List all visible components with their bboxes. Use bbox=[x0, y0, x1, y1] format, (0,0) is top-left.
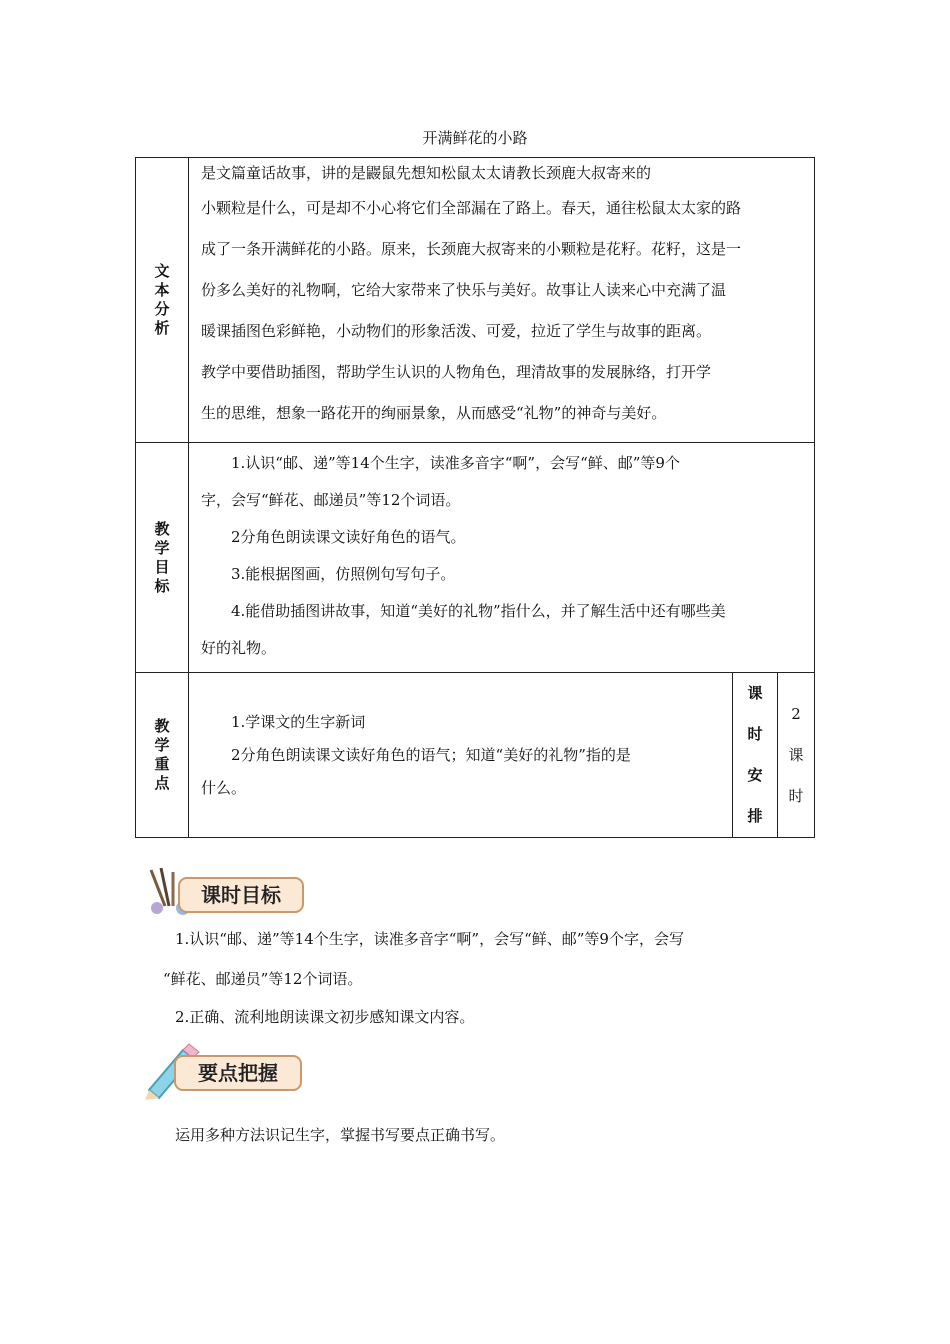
goal-text-line: 1.认识“邮、递”等14个生字，读准多音字“啊”，会写“鲜、邮”等9个字，会写 bbox=[175, 930, 684, 948]
analysis-label bbox=[136, 158, 189, 443]
label-char: 文 bbox=[154, 262, 170, 280]
key-line: 2分角色朗读课文读好角色的语气；知道“美好的礼物”指的是 bbox=[231, 745, 631, 764]
key-points-banner bbox=[143, 1040, 308, 1100]
label-char: 教 bbox=[154, 519, 170, 538]
schedule-char: 时 bbox=[788, 786, 804, 805]
label-char: 重 bbox=[154, 755, 170, 773]
goal-line: 字，会写“鲜花、邮递员”等12个词语。 bbox=[201, 491, 461, 509]
banner-text: 课时目标 bbox=[201, 883, 281, 907]
schedule-char: 课 bbox=[788, 745, 804, 764]
goal-line: 3.能根据图画，仿照例句写句子。 bbox=[231, 565, 456, 583]
label-char: 教 bbox=[154, 717, 170, 735]
goal-line: 2分角色朗读课文读好角色的语气。 bbox=[231, 528, 466, 546]
schedule-label bbox=[733, 673, 778, 838]
schedule-value bbox=[778, 673, 815, 838]
label-char: 学 bbox=[154, 736, 170, 754]
label-char: 时 bbox=[747, 725, 763, 743]
key-points-content bbox=[189, 673, 733, 838]
goal-text-line: 2.正确、流利地朗读课文初步感知课文内容。 bbox=[175, 1008, 475, 1026]
label-char: 课 bbox=[747, 684, 763, 702]
banner-text: 要点把握 bbox=[198, 1061, 278, 1085]
label-char: 分 bbox=[154, 300, 170, 318]
key-point-text-line: 运用多种方法识记生字，掌握书写要点正确书写。 bbox=[175, 1126, 506, 1144]
goal-line: 4.能借助插图讲故事，知道“美好的礼物”指什么，并了解生活中还有哪些美 bbox=[231, 602, 726, 620]
label-char: 本 bbox=[154, 281, 170, 299]
label-char: 目 bbox=[154, 557, 170, 576]
analysis-line: 是文篇童话故事，讲的是鼹鼠先想知松鼠太太请教长颈鹿大叔寄来的 bbox=[201, 164, 652, 182]
goal-text-line: “鲜花、邮递员”等12个词语。 bbox=[163, 970, 363, 988]
analysis-line: 份多么美好的礼物啊，它给大家带来了快乐与美好。故事让人读来心中充满了温 bbox=[201, 281, 727, 299]
label-char: 析 bbox=[154, 319, 170, 337]
key-line: 什么。 bbox=[201, 778, 247, 797]
label-char: 安 bbox=[747, 766, 763, 784]
schedule-char: 2 bbox=[791, 704, 801, 723]
goals-content bbox=[189, 443, 815, 673]
key-points-label bbox=[136, 673, 189, 838]
label-char: 标 bbox=[154, 576, 170, 595]
label-char: 学 bbox=[154, 538, 170, 557]
analysis-line: 暖课插图色彩鲜艳，小动物们的形象活泼、可爱，拉近了学生与故事的距离。 bbox=[201, 322, 712, 340]
analysis-content bbox=[189, 158, 815, 443]
document-title: 开满鲜花的小路 bbox=[422, 129, 528, 147]
analysis-line: 小颗粒是什么，可是却不小心将它们全部漏在了路上。春天，通往松鼠太太家的路 bbox=[201, 199, 742, 217]
lesson-plan-table bbox=[135, 157, 815, 838]
label-char: 点 bbox=[154, 774, 170, 792]
goal-line: 好的礼物。 bbox=[201, 639, 277, 657]
analysis-line: 成了一条开满鲜花的小路。原来，长颈鹿大叔寄来的小颗粒是花籽。花籽，这是一 bbox=[201, 240, 742, 258]
analysis-line: 教学中要借助插图，帮助学生认识的人物角色，理清故事的发展脉络，打开学 bbox=[201, 363, 712, 381]
key-line: 1.学课文的生字新词 bbox=[231, 712, 366, 731]
goal-line: 1.认识“邮、递”等14个生字，读准多音字“啊”，会写“鲜、邮”等9个 bbox=[231, 454, 680, 472]
label-char: 排 bbox=[747, 807, 763, 825]
lesson-goals-banner bbox=[143, 868, 313, 920]
goals-label bbox=[136, 443, 189, 673]
analysis-line: 生的思维，想象一路花开的绚丽景象，从而感受“礼物”的神奇与美好。 bbox=[201, 404, 667, 422]
